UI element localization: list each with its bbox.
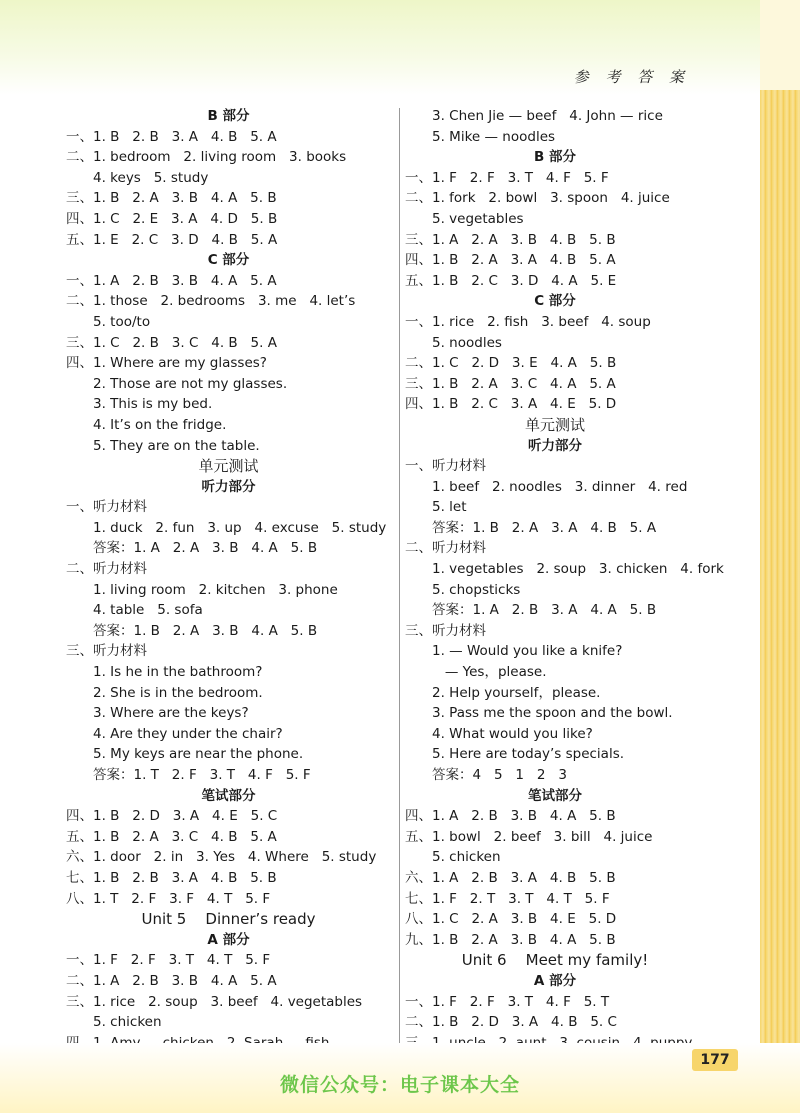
answer-line: 2. She is in the bedroom. [93, 684, 263, 701]
answer-line: 一、1. F 2. F 3. T 4. T 5. F [66, 952, 271, 969]
answer-line: 4. What would you like? [432, 725, 593, 742]
answer-line: 四、1. B 2. D 3. A 4. E 5. C [66, 808, 278, 825]
answer-line: Unit 6 Meet my family! [461, 951, 649, 970]
answer-line: 四、1. Where are my glasses? [66, 355, 267, 372]
answer-line: 答案：1. B 2. A 3. A 4. B 5. A [432, 519, 657, 536]
answer-line: 3. This is my bed. [93, 396, 213, 413]
answer-line: 3. Where are the keys? [93, 705, 249, 722]
answer-line: 5. too/to [93, 313, 151, 330]
answer-line: 一、1. A 2. B 3. B 4. A 5. A [66, 272, 277, 289]
answer-line: 答案：1. A 2. A 3. B 4. A 5. B [93, 540, 318, 557]
answer-line: 三、1. A 2. A 3. B 4. B 5. B [405, 231, 616, 248]
answer-line: — Yes，please. [432, 664, 547, 681]
answer-line: 三、听力材料 [405, 622, 486, 639]
answer-line: C 部分 [207, 252, 250, 269]
right-column [405, 106, 724, 1053]
answer-line: A 部分 [533, 972, 577, 989]
book-edge [760, 90, 800, 1113]
answer-line: 5. chicken [93, 1014, 162, 1031]
answer-line: 1. living room 2. kitchen 3. phone [93, 581, 338, 598]
answer-line: 五、1. B 2. C 3. D 4. A 5. E [405, 272, 617, 289]
answer-line: 1. Is he in the bathroom? [93, 664, 263, 681]
answer-line: 5. My keys are near the phone. [93, 746, 304, 763]
answer-line: 二、1. A 2. B 3. B 4. A 5. A [66, 972, 277, 989]
answer-line: 七、1. F 2. T 3. T 4. T 5. F [405, 890, 610, 907]
answer-line: 四、1. B 2. C 3. A 4. E 5. D [405, 396, 617, 413]
left-column [66, 106, 391, 1053]
answer-line: 一、1. F 2. F 3. T 4. F 5. T [405, 993, 610, 1010]
answer-line: 答案：4 5 1 2 3 [432, 767, 567, 783]
answer-line: 八、1. C 2. A 3. B 4. E 5. D [405, 911, 617, 928]
answer-line: Unit 5 Dinner’s ready [141, 910, 316, 929]
answer-line: 二、1. bedroom 2. living room 3. books [66, 149, 347, 166]
answer-line: 5. vegetables [432, 210, 524, 227]
answer-line: 听力部分 [528, 437, 582, 454]
answer-line: 六、1. door 2. in 3. Yes 4. Where 5. study [66, 849, 377, 866]
answer-line: 笔试部分 [201, 787, 256, 804]
answer-line: 听力部分 [201, 478, 256, 495]
answer-line: 三、1. B 2. A 3. B 4. A 5. B [66, 190, 277, 207]
watermark-text: 微信公众号：电子课本大全 [279, 1074, 520, 1096]
answer-line: 2. Those are not my glasses. [93, 375, 288, 392]
answer-line: 3. Pass me the spoon and the bowl. [432, 705, 673, 722]
answer-line: 二、听力材料 [405, 540, 486, 557]
answer-line: 3. Chen Jie — beef 4. John — rice [432, 108, 663, 124]
answer-line: A 部分 [207, 931, 250, 948]
answer-line: 1. duck 2. fun 3. up 4. excuse 5. study [93, 519, 387, 536]
answer-line: 答案：1. B 2. A 3. B 4. A 5. B [93, 622, 318, 639]
answer-line: 一、1. F 2. F 3. T 4. F 5. F [405, 169, 609, 186]
answer-line: 1. beef 2. noodles 3. dinner 4. red [432, 478, 688, 495]
answer-line: 答案：1. A 2. B 3. A 4. A 5. B [432, 602, 657, 619]
answer-line: 4. It’s on the fridge. [93, 416, 227, 433]
answer-line: 2. Help yourself，please. [432, 684, 601, 701]
answer-line: 单元测试 [524, 415, 585, 434]
answer-line: 二、听力材料 [66, 561, 147, 578]
answer-line: 一、1. B 2. B 3. A 4. B 5. A [66, 128, 277, 145]
answer-line: C 部分 [534, 293, 576, 310]
answer-line: 一、听力材料 [66, 499, 147, 516]
answer-line: 四、1. B 2. A 3. A 4. B 5. A [405, 252, 616, 269]
answer-line: 5. They are on the table. [93, 437, 260, 454]
answer-line: 5. noodles [432, 334, 502, 351]
answer-line: 一、听力材料 [405, 458, 486, 475]
answer-line: 5. Here are today’s specials. [432, 746, 625, 763]
answer-line: 5. chopsticks [432, 581, 521, 598]
answer-line: 单元测试 [198, 457, 259, 476]
answer-line: 答案：1. T 2. F 3. T 4. F 5. F [93, 767, 311, 783]
answer-line: 4. table 5. sofa [93, 602, 203, 619]
answer-line: 4. keys 5. study [93, 169, 209, 186]
answer-line: B 部分 [534, 149, 576, 166]
header-label: 参 考 答 案 [573, 68, 690, 86]
answer-line: 六、1. A 2. B 3. A 4. B 5. B [405, 869, 616, 886]
answer-line: 5. chicken [432, 849, 501, 866]
answer-line: 5. let [432, 499, 467, 516]
answer-line: 五、1. B 2. A 3. C 4. B 5. A [66, 828, 277, 845]
answer-line: 五、1. E 2. C 3. D 4. B 5. A [66, 231, 278, 248]
answer-line: 1. vegetables 2. soup 3. chicken 4. fork [432, 561, 724, 578]
answer-line: 二、1. fork 2. bowl 3. spoon 4. juice [405, 190, 670, 207]
page-number: 177 [692, 1049, 738, 1071]
answer-line: 四、1. C 2. E 3. A 4. D 5. B [66, 210, 278, 227]
column-divider [399, 108, 400, 1043]
answer-line: 三、1. C 2. B 3. C 4. B 5. A [66, 334, 277, 351]
answer-line: 二、1. those 2. bedrooms 3. me 4. let’s [66, 293, 356, 310]
answer-line: 四、1. A 2. B 3. B 4. A 5. B [405, 808, 616, 825]
answer-line: 1. — Would you like a knife? [432, 643, 623, 660]
answer-line: 一、1. rice 2. fish 3. beef 4. soup [405, 313, 651, 330]
answer-line: 三、1. B 2. A 3. C 4. A 5. A [405, 375, 616, 392]
answer-line: 二、1. B 2. D 3. A 4. B 5. C [405, 1014, 617, 1031]
answer-line: 4. Are they under the chair? [93, 725, 283, 742]
answer-line: B 部分 [207, 108, 250, 124]
answer-line: 二、1. C 2. D 3. E 4. A 5. B [405, 355, 617, 372]
answer-line: 三、1. rice 2. soup 3. beef 4. vegetables [66, 993, 363, 1010]
answer-line: 八、1. T 2. F 3. F 4. T 5. F [66, 890, 271, 907]
answer-line: 笔试部分 [528, 787, 582, 804]
answer-line: 七、1. B 2. B 3. A 4. B 5. B [66, 869, 277, 886]
answer-line: 三、听力材料 [66, 643, 147, 660]
answer-line: 五、1. bowl 2. beef 3. bill 4. juice [405, 828, 653, 845]
answer-line: 九、1. B 2. A 3. B 4. A 5. B [405, 931, 616, 948]
answer-line: 5. Mike — noodles [432, 128, 556, 145]
